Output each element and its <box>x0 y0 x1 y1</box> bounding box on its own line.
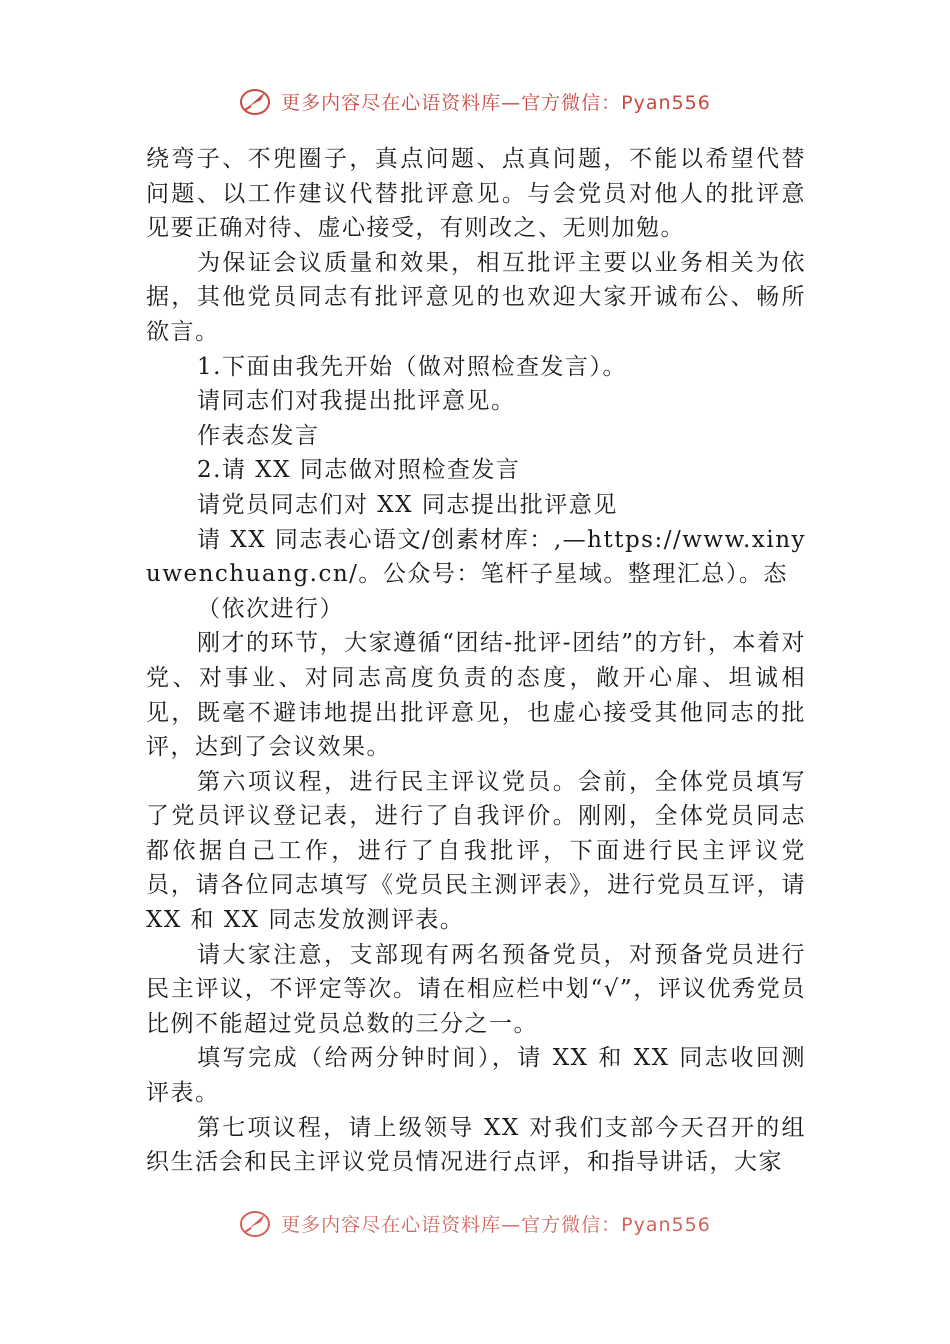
paragraph: 2.请 XX 同志做对照检查发言 <box>197 457 521 484</box>
paragraph: 作表态发言 <box>197 422 320 449</box>
paragraph: 请 XX 同志表心语文/创素材库：,—https://www.xinyuwenchuang.cn/。公众号：笔杆子星域。整理汇总）。态 <box>146 526 806 588</box>
paragraph: 请大家注意，支部现有两名预备党员，对预备党员进行民主评议，不评定等次。请在相应栏中划“√”，评议优秀党员比例不能超过党员总数的三分之一。 <box>146 941 806 1037</box>
quill-pen-icon <box>239 1208 273 1238</box>
paragraph: 第七项议程，请上级领导 XX 对我们支部今天召开的组织生活会和民主评议党员情况进行点评，和指导讲话，大家 <box>146 1114 806 1176</box>
watermark-text: 更多内容尽在心语资料库—官方微信：Pyan556 <box>281 91 711 114</box>
paragraph: 为保证会议质量和效果，相互批评主要以业务相关为依据，其他党员同志有批评意见的也欢迎大家开诚布公、畅所欲言。 <box>146 249 806 345</box>
paragraph: （依次进行） <box>197 595 344 622</box>
watermark-header <box>0 86 950 116</box>
paragraph: 绕弯子、不兜圈子，真点问题、点真问题，不能以希望代替问题、以工作建议代替批评意见。与会党员对他人的批评意见要正确对待、虚心接受，有则改之、无则加勉。 <box>146 146 806 242</box>
paragraph: 1.下面由我先开始（做对照检查发言）。 <box>197 353 627 380</box>
paragraph: 请党员同志们对 XX 同志提出批评意见 <box>197 491 618 518</box>
watermark-text: 更多内容尽在心语资料库—官方微信：Pyan556 <box>281 1213 711 1236</box>
paragraph: 第六项议程，进行民主评议党员。会前，全体党员填写了党员评议登记表，进行了自我评价。刚刚，全体党员同志都依据自己工作，进行了自我批评，下面进行民主评议党员，请各位同志填写《党员民主测评表》，进行党员互评，请 XX 和 XX 同志发放测评表。 <box>146 768 806 934</box>
paragraph: 刚才的环节，大家遵循“团结-批评-团结”的方针，本着对党、对事业、对同志高度负责的态度，敞开心扉、坦诚相见，既毫不避讳地提出批评意见，也虚心接受其他同志的批评，达到了会议效果。 <box>146 630 806 761</box>
paragraph: 请同志们对我提出批评意见。 <box>197 388 516 415</box>
document-body <box>146 142 806 1180</box>
quill-pen-icon <box>239 86 273 116</box>
watermark-footer <box>0 1208 950 1238</box>
paragraph: 填写完成（给两分钟时间），请 XX 和 XX 同志收回测评表。 <box>146 1045 806 1107</box>
